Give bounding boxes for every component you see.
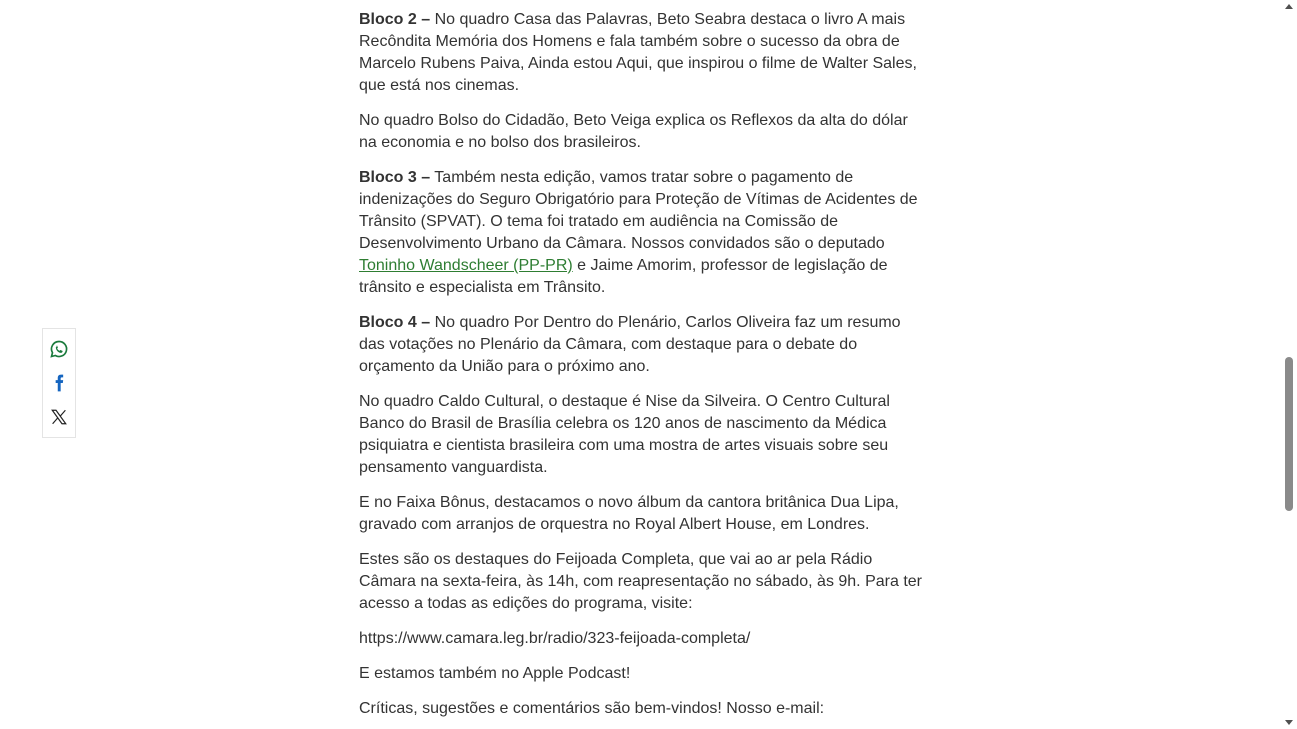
share-facebook-button[interactable]: [43, 366, 75, 400]
facebook-icon: [49, 372, 69, 394]
bloco-3-text-before: Também nesta edição, vamos tratar sobre o pagamento de indenizações do Seguro Obrigatório para Proteção de Vítimas de Acidentes de Trânsito (SPVAT). O tema foi tratado em audiência na Comissão de Desenvolvimento Urbano da Câmara. Nossos convidados são o deputado: [359, 169, 918, 252]
bloco-2-text: No quadro Casa das Palavras, Beto Seabra destaca o livro A mais Recôndita Memória dos Homens e fala também sobre o sucesso da obra de Marcelo Rubens Paiva, Ainda estou Aqui, que inspirou o filme de Walter Sales, que está nos cinemas.: [359, 11, 917, 94]
paragraph-bloco-3: [359, 167, 929, 299]
x-icon: [50, 408, 68, 426]
scroll-thumb[interactable]: [1285, 357, 1293, 511]
article-body: [359, 9, 929, 729]
bloco-2-label: Bloco 2 –: [359, 11, 431, 28]
scroll-down-arrow-icon[interactable]: [1285, 720, 1293, 725]
bloco-4-text: No quadro Por Dentro do Plenário, Carlos Oliveira faz um resumo das votações no Plenário da Câmara, com destaque para o debate do orçamento da União para o próximo ano.: [359, 314, 901, 375]
paragraph-program-url: https://www.camara.leg.br/radio/323-feijoada-completa/: [359, 630, 751, 647]
paragraph-bloco-2: [359, 9, 929, 97]
vertical-scrollbar[interactable]: [1282, 0, 1297, 729]
scroll-up-arrow-icon[interactable]: [1285, 4, 1293, 9]
paragraph-bolso-do-cidadao: No quadro Bolso do Cidadão, Beto Veiga explica os Reflexos da alta do dólar na economia e no bolso dos brasileiros.: [359, 112, 908, 151]
bloco-3-label: Bloco 3 –: [359, 169, 431, 186]
paragraph-criticas: Críticas, sugestões e comentários são bem-vindos! Nosso e-mail:: [359, 700, 825, 717]
share-x-button[interactable]: [43, 400, 75, 434]
share-bar: [42, 328, 76, 438]
bloco-4-label: Bloco 4 –: [359, 314, 431, 331]
bloco-3-text-after: e Jaime Amorim, professor de legislação de trânsito e especialista em Trânsito.: [359, 257, 888, 296]
paragraph-bloco-4: [359, 312, 929, 378]
paragraph-faixa-bonus: E no Faixa Bônus, destacamos o novo álbum da cantora britânica Dua Lipa, gravado com arranjos de orquestra no Royal Albert House, em Londres.: [359, 494, 899, 533]
paragraph-caldo-cultural: No quadro Caldo Cultural, o destaque é Nise da Silveira. O Centro Cultural Banco do Brasil de Brasília celebra os 120 anos de nascimento da Médica psiquiatra e cientista brasileira com uma mostra de artes visuais sobre seu pensamento vanguardista.: [359, 393, 890, 476]
share-whatsapp-button[interactable]: [43, 332, 75, 366]
paragraph-destaques: Estes são os destaques do Feijoada Completa, que vai ao ar pela Rádio Câmara na sexta-feira, às 14h, com reapresentação no sábado, às 9h. Para ter acesso a todas as edições do programa, visite:: [359, 551, 922, 612]
paragraph-apple-podcast: E estamos também no Apple Podcast!: [359, 665, 631, 682]
deputy-link[interactable]: Toninho Wandscheer (PP-PR): [359, 257, 573, 274]
whatsapp-icon: [49, 339, 69, 359]
